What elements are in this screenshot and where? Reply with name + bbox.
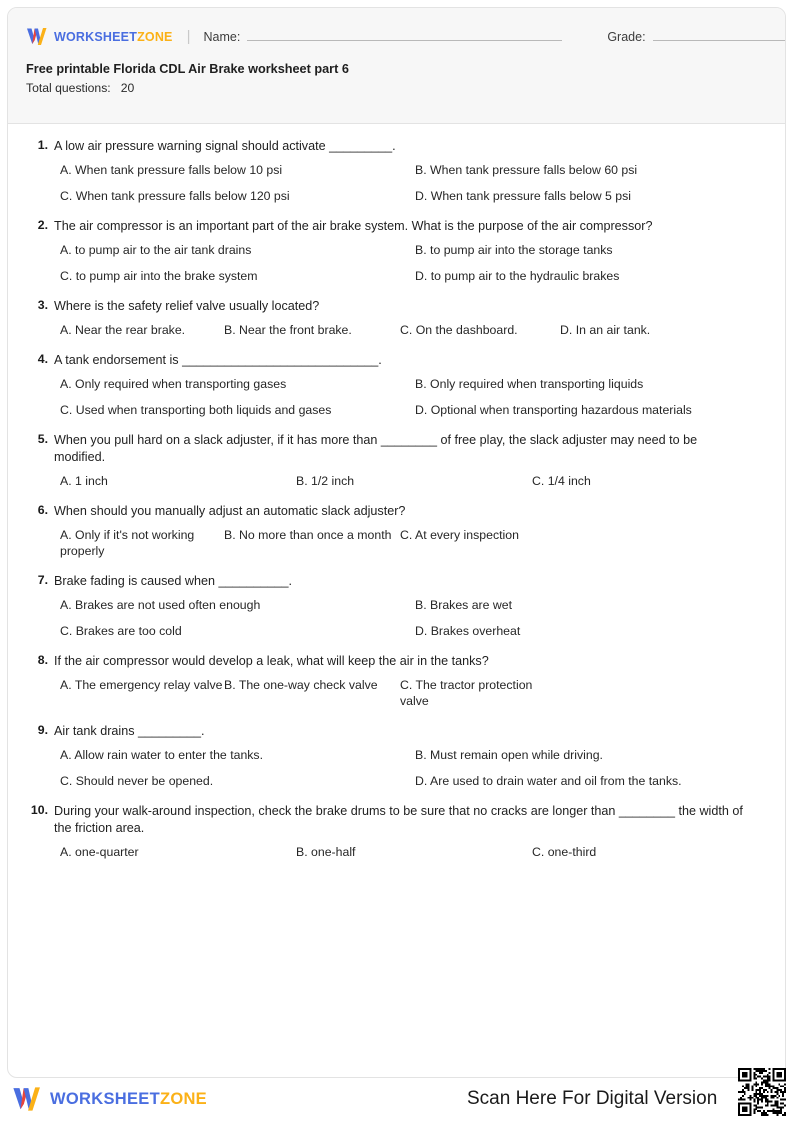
options-group [60,323,765,339]
question-text: When you pull hard on a slack adjuster, if it has more than ________ of free play, the slack adjuster may need to be modified. [54,432,698,464]
header-divider: | [186,28,191,45]
option-row [60,678,765,710]
option-choice[interactable]: D. When tank pressure falls below 5 psi [415,188,631,203]
footer-logo [12,1086,207,1112]
logo-word-worksheet: WORKSHEET [50,1089,160,1108]
question-header [28,573,765,590]
worksheet-zone-logo-icon [26,27,48,46]
option-choice[interactable]: C. Brakes are too cold [60,623,182,638]
question-item [28,218,765,285]
qr-code-icon [738,1068,786,1116]
question-text: During your walk-around inspection, check the brake drums to be sure that no cracks are longer than ________ the width of the friction area. [54,803,743,835]
options-group [60,243,765,285]
question-header [28,432,765,466]
question-header [28,298,765,315]
options-group [60,845,765,861]
option-choice[interactable]: B. 1/2 inch [296,473,355,488]
total-questions-label: Total questions: [26,81,111,95]
header-logo [26,27,173,46]
option-row [60,624,765,640]
option-choice[interactable]: B. Must remain open while driving. [415,747,603,762]
option-choice[interactable]: C. At every inspection [400,527,519,542]
question-number: 3. [37,297,48,312]
grade-field[interactable] [607,30,786,44]
option-choice[interactable]: D. In an air tank. [560,322,651,337]
option-row [60,243,765,259]
option-row [60,189,765,205]
questions-list [8,124,785,861]
question-item [28,138,765,205]
question-item [28,573,765,640]
question-text: The air compressor is an important part of the air brake system. What is the purpose of the air compressor? [54,218,653,233]
option-choice[interactable]: D. Optional when transporting hazardous materials [415,402,692,417]
name-field[interactable] [204,30,563,44]
question-header [28,723,765,740]
grade-input-line[interactable] [653,30,786,41]
question-header [28,218,765,235]
option-choice[interactable]: D. to pump air to the hydraulic brakes [415,268,620,283]
options-group [60,678,765,710]
worksheet-footer [0,1078,793,1122]
option-row [60,474,765,490]
option-row [60,598,765,614]
options-group [60,474,765,490]
name-input-line[interactable] [247,30,562,41]
question-item [28,432,765,490]
total-questions-value: 20 [120,81,135,95]
worksheet-card [7,7,786,1078]
option-choice[interactable]: B. Brakes are wet [415,597,513,612]
name-label: Name: [203,29,241,44]
logo-word-zone: ZONE [159,1089,207,1108]
question-header [28,503,765,520]
grade-label: Grade: [607,29,646,44]
question-header [28,138,765,155]
question-item [28,723,765,790]
footer-logo-text [50,1090,207,1109]
option-choice[interactable]: B. No more than once a month [224,527,392,542]
option-choice[interactable]: A. 1 inch [60,473,108,488]
question-number: 5. [37,431,48,446]
question-item [28,298,765,339]
question-item [28,503,765,560]
option-choice[interactable]: C. one-third [532,844,597,859]
question-number: 1. [37,138,48,152]
option-choice[interactable]: A. Near the rear brake. [60,322,186,337]
question-number: 9. [37,722,48,737]
logo-word-zone: ZONE [137,29,173,44]
option-row [60,845,765,861]
option-choice[interactable]: C. 1/4 inch [532,473,591,488]
question-header [28,352,765,369]
question-number: 2. [37,217,48,232]
option-choice[interactable]: B. to pump air into the storage tanks [415,242,613,257]
question-item [28,803,765,861]
question-header [28,653,765,670]
logo-word-worksheet: WORKSHEET [54,29,138,44]
option-choice[interactable]: C. Should never be opened. [60,773,214,788]
worksheet-title: Free printable Florida CDL Air Brake worksheet part 6 [26,62,349,76]
header-logo-text [54,30,173,44]
option-choice[interactable]: B. The one-way check valve [224,677,378,692]
question-text: When should you manually adjust an automatic slack adjuster? [54,503,406,518]
option-choice[interactable]: A. The emergency relay valve [60,677,223,692]
option-choice[interactable]: B. Only required when transporting liquids [415,376,644,391]
question-number: 10. [30,802,48,817]
worksheet-zone-logo-icon [12,1086,42,1112]
question-text: Brake fading is caused when __________. [54,573,293,588]
options-group [60,748,765,790]
option-choice[interactable]: D. Brakes overheat [415,623,521,638]
option-choice[interactable]: A. one-quarter [60,844,139,859]
options-group [60,528,765,560]
option-row [60,163,765,179]
question-item [28,352,765,419]
question-number: 7. [37,572,48,587]
options-group [60,163,765,205]
option-row [60,748,765,764]
option-choice[interactable]: C. The tractor protection valve [400,677,533,708]
option-choice[interactable]: C. When tank pressure falls below 120 psi [60,188,290,203]
option-choice[interactable]: B. When tank pressure falls below 60 psi [415,163,638,177]
question-text: Air tank drains _________. [54,723,205,738]
header-top-row [8,8,785,48]
question-item [28,653,765,710]
question-number: 6. [37,502,48,517]
option-row [60,528,765,560]
option-choice[interactable]: A. Brakes are not used often enough [60,597,261,612]
option-choice[interactable]: A. Only if it's not working properly [60,527,195,558]
option-row [60,403,765,419]
question-text: A low air pressure warning signal should activate _________. [54,139,396,153]
option-choice[interactable]: C. On the dashboard. [400,322,518,337]
question-number: 8. [37,652,48,667]
option-choice[interactable]: A. Only required when transporting gases [60,376,287,391]
total-questions-row [8,76,785,95]
option-choice[interactable]: A. to pump air to the air tank drains [60,242,252,257]
option-row [60,323,765,339]
option-choice[interactable]: C. to pump air into the brake system [60,268,258,283]
qr-code[interactable] [738,1068,786,1116]
option-row [60,269,765,285]
question-text: Where is the safety relief valve usually located? [54,298,320,313]
option-row [60,774,765,790]
scan-prompt-text: Scan Here For Digital Version [467,1088,718,1109]
options-group [60,377,765,419]
option-choice[interactable]: D. Are used to drain water and oil from the tanks. [415,773,682,788]
option-choice[interactable]: A. When tank pressure falls below 10 psi [60,163,283,177]
option-choice[interactable]: C. Used when transporting both liquids and gases [60,402,332,417]
options-group [60,598,765,640]
option-choice[interactable]: B. one-half [296,844,356,859]
question-text: If the air compressor would develop a leak, what will keep the air in the tanks? [54,653,489,668]
question-header [28,803,765,837]
option-row [60,377,765,393]
question-number: 4. [37,351,48,366]
option-choice[interactable]: A. Allow rain water to enter the tanks. [60,747,264,762]
worksheet-header [8,8,785,124]
option-choice[interactable]: B. Near the front brake. [224,322,352,337]
question-text: A tank endorsement is ____________________________. [54,352,382,367]
